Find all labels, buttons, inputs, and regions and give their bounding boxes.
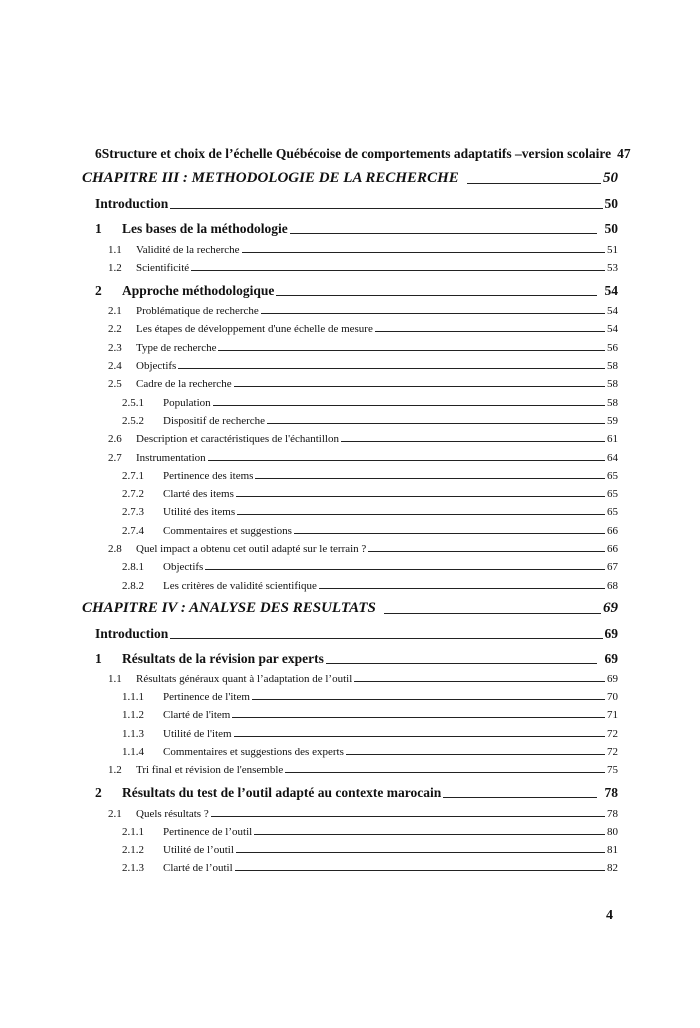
leader-line [213,405,605,406]
entry-page: 69 [607,672,618,685]
leader-line [254,834,605,835]
toc-entry-l2[interactable] [82,667,618,685]
table-of-contents [82,144,631,875]
entry-title: Validité de la recherche [136,243,240,256]
entry-title: Scientificité [136,261,190,274]
entry-number: 1.2 [108,764,122,777]
toc-entry-l3[interactable] [82,685,618,703]
entry-title: Population [163,396,211,409]
entry-page: 56 [607,341,618,354]
leader-line [341,441,605,442]
entry-title: Description et caractéristiques de l'échantillon [136,433,339,446]
toc-entry-l3[interactable] [82,703,618,721]
entry-page: 50 [604,221,618,237]
entry-number: 1 [95,221,102,237]
entry-number: 2.1.3 [122,862,144,875]
entry-title: Introduction [95,625,169,641]
toc-entry-l2[interactable] [82,801,618,819]
leader-line [170,208,602,209]
entry-title: Clarté de l’outil [163,862,233,875]
entry-number: 6 [95,146,102,162]
entry-number: 1.1.3 [122,727,144,740]
entry-page: 64 [607,451,618,464]
leader-line [346,754,605,755]
leader-line [319,588,605,589]
toc-entry-l3[interactable] [82,482,618,500]
entry-page: 66 [607,542,618,555]
toc-entry-intro[interactable] [82,194,618,212]
entry-page: 65 [607,469,618,482]
entry-title: CHAPITRE IV : ANALYSE DES RESULTATS [82,599,376,616]
entry-page: 66 [607,524,618,537]
entry-number: 2.1.1 [122,825,144,838]
entry-number: 1.1.2 [122,709,144,722]
toc-entry-l2[interactable] [82,445,618,463]
leader-line [205,569,605,570]
toc-entry-l3[interactable] [82,721,618,739]
entry-page: 59 [607,414,618,427]
toc-entry-l2[interactable] [82,237,618,255]
entry-page: 78 [604,785,618,801]
entry-title: Structure et choix de l’échelle Québécoise de comportements adaptatifs –version scolaire [101,146,612,162]
entry-number: 2.7.2 [122,488,144,501]
toc-entry-l3[interactable] [82,573,618,591]
leader-line [443,797,596,798]
entry-page: 69 [603,599,618,616]
leader-line [294,533,605,534]
leader-line [218,350,605,351]
toc-entry-chapter[interactable] [82,169,618,187]
entry-page: 61 [607,433,618,446]
entry-number: 1.1.4 [122,746,144,759]
entry-number: 1.1 [108,243,122,256]
entry-page: 47 [617,146,631,162]
entry-title: Tri final et révision de l'ensemble [136,764,284,777]
entry-title: Pertinence de l'item [163,691,250,704]
toc-entry-l3[interactable] [82,500,618,518]
entry-title: Résultats du test de l’outil adapté au contexte marocain [122,785,442,801]
toc-entry-l3[interactable] [82,464,618,482]
entry-title: Utilité de l'item [163,727,232,740]
entry-title: Résultats généraux quant à l’adaptation de l’outil [136,672,353,685]
entry-page: 58 [607,396,618,409]
toc-entry-l2[interactable] [82,427,618,445]
entry-page: 67 [607,561,618,574]
entry-number: 2.3 [108,341,122,354]
toc-entry-intro[interactable] [82,623,618,641]
toc-entry-l2[interactable] [82,354,618,372]
entry-number: 2.2 [108,323,122,336]
entry-title: Résultats de la révision par experts [122,650,324,666]
toc-entry-l1[interactable] [82,219,618,237]
entry-title: Introduction [95,196,169,212]
entry-title: Instrumentation [136,451,206,464]
entry-page: 54 [607,323,618,336]
toc-entry-l3[interactable] [82,409,618,427]
entry-title: Quel impact a obtenu cet outil adapté sur le terrain ? [136,542,367,555]
leader-line [208,460,605,461]
toc-entry-l1[interactable] [82,281,618,299]
entry-number: 2.7 [108,451,122,464]
entry-page: 71 [607,709,618,722]
leader-line [354,681,605,682]
toc-entry-l3[interactable] [82,390,618,408]
toc-entry-l3[interactable] [82,740,618,758]
leader-line [232,717,605,718]
toc-entry-l1[interactable] [82,783,618,801]
toc-entry-chapter[interactable] [82,598,618,616]
entry-number: 1 [95,650,102,666]
entry-page: 69 [604,625,618,641]
entry-page: 65 [607,488,618,501]
toc-entry-l3[interactable] [82,555,618,573]
entry-title: Approche méthodologique [122,282,275,298]
leader-line [191,270,605,271]
entry-number: 2.7.1 [122,469,144,482]
leader-line [237,514,605,515]
entry-page: 50 [604,196,618,212]
entry-page: 72 [607,727,618,740]
entry-title: Les étapes de développement d'une échelle de mesure [136,323,373,336]
leader-line [267,423,605,424]
leader-line [261,313,605,314]
toc-entry-l2[interactable] [82,317,618,335]
leader-line [234,386,605,387]
entry-page: 78 [607,807,618,820]
entry-page: 68 [607,579,618,592]
entry-title: Cadre de la recherche [136,378,232,391]
entry-number: 2.8.1 [122,561,144,574]
entry-number: 1.2 [108,261,122,274]
toc-entry-l3[interactable] [82,518,618,536]
toc-entry-l2[interactable] [82,335,618,353]
entry-page: 58 [607,360,618,373]
entry-page: 58 [607,378,618,391]
toc-entry-l2[interactable] [82,372,618,390]
toc-entry-l1[interactable] [82,144,631,162]
entry-title: Les bases de la méthodologie [122,221,288,237]
page-number: 4 [606,908,613,923]
entry-number: 2.5 [108,378,122,391]
entry-page: 50 [603,170,618,187]
entry-number: 2.8.2 [122,579,144,592]
entry-number: 2.7.4 [122,524,144,537]
entry-title: Type de recherche [136,341,217,354]
entry-page: 54 [604,282,618,298]
entry-page: 51 [607,243,618,256]
entry-page: 75 [607,764,618,777]
entry-number: 2.1.2 [122,844,144,857]
toc-entry-l2[interactable] [82,537,618,555]
entry-number: 2.1 [108,305,122,318]
leader-line [242,252,605,253]
toc-entry-l2[interactable] [82,758,618,776]
entry-title: Dispositif de recherche [163,414,266,427]
leader-line [384,613,601,614]
entry-number: 2.4 [108,360,122,373]
leader-line [252,699,605,700]
toc-entry-l3[interactable] [82,856,618,874]
entry-title: Les critères de validité scientifique [163,579,317,592]
leader-line [211,816,605,817]
leader-line [235,870,605,871]
toc-entry-l1[interactable] [82,648,618,666]
leader-line [255,478,605,479]
toc-entry-l3[interactable] [82,838,618,856]
entry-title: Quels résultats ? [136,807,209,820]
leader-line [375,331,605,332]
entry-page: 82 [607,862,618,875]
leader-line [326,663,597,664]
leader-line [236,496,605,497]
entry-title: Objectifs [163,561,204,574]
entry-title: Pertinence des items [163,469,254,482]
toc-entry-l2[interactable] [82,299,618,317]
leader-line [285,772,605,773]
entry-title: Utilité de l’outil [163,844,234,857]
entry-page: 80 [607,825,618,838]
entry-title: Pertinence de l’outil [163,825,253,838]
leader-line [276,295,596,296]
entry-page: 54 [607,305,618,318]
entry-title: Commentaires et suggestions [163,524,292,537]
entry-title: Problématique de recherche [136,305,259,318]
entry-number: 2.5.2 [122,414,144,427]
leader-line [467,183,601,184]
entry-title: Clarté de l'item [163,709,231,722]
leader-line [178,368,605,369]
leader-line [170,638,602,639]
entry-page: 65 [607,506,618,519]
entry-number: 2.5.1 [122,396,144,409]
entry-number: 2.6 [108,433,122,446]
toc-entry-l3[interactable] [82,820,618,838]
entry-number: 1.1 [108,672,122,685]
entry-number: 2.1 [108,807,122,820]
entry-title: Commentaires et suggestions des experts [163,746,344,759]
entry-number: 2.7.3 [122,506,144,519]
entry-page: 53 [607,261,618,274]
entry-page: 81 [607,844,618,857]
entry-number: 2.8 [108,542,122,555]
entry-number: 1.1.1 [122,691,144,704]
entry-title: Clarté des items [163,488,234,501]
toc-entry-l2[interactable] [82,256,618,274]
entry-title: Utilité des items [163,506,236,519]
entry-number: 2 [95,785,102,801]
leader-line [236,852,605,853]
entry-title: Objectifs [136,360,177,373]
entry-page: 70 [607,691,618,704]
entry-number: 2 [95,282,102,298]
leader-line [290,233,597,234]
entry-page: 72 [607,746,618,759]
entry-page: 69 [604,650,618,666]
leader-line [234,736,605,737]
leader-line [368,551,605,552]
entry-title: CHAPITRE III : METHODOLOGIE DE LA RECHERCHE [82,170,459,187]
